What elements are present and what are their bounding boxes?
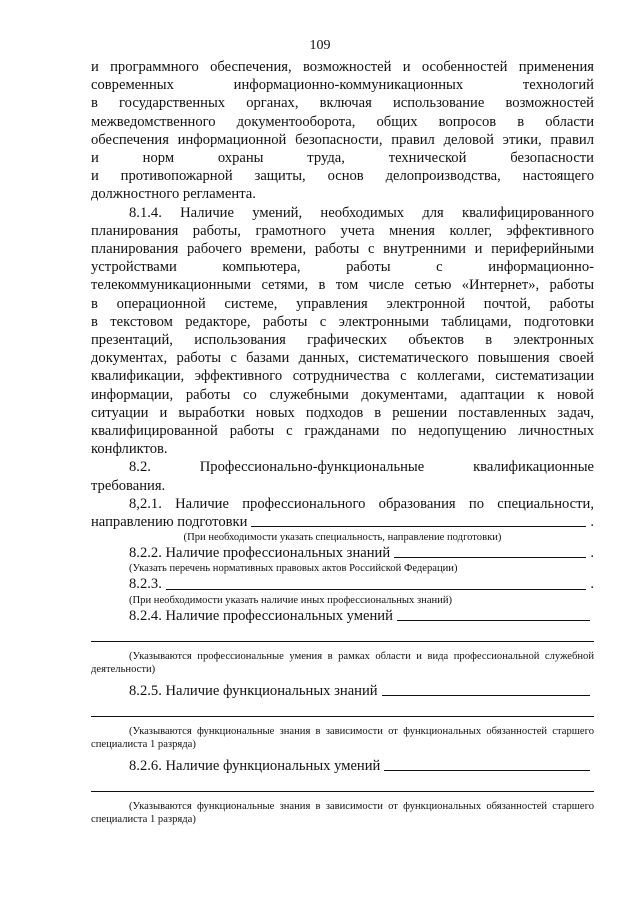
fill-line <box>394 556 586 558</box>
fill-line <box>91 700 594 717</box>
paragraph-8-1-4 <box>91 204 594 441</box>
section-8-2-1-label: направлению подготовки <box>91 514 248 531</box>
fill-line <box>382 694 590 696</box>
fill-line <box>166 588 587 590</box>
section-8-2-heading-last: требования. <box>91 477 166 494</box>
text-line: устройствами компьютера, работы с информационно- <box>91 259 594 276</box>
text-line: документах, работы с базами данных, систематического повышения своей <box>91 350 594 367</box>
text-line: информации, работы со служебными документами, адаптации к новой <box>91 386 594 403</box>
note-8-2-6: (Указываются функциональные знания в зависимости от функциональных обязанностей старшего специалиста 1 разряда) <box>91 801 594 826</box>
fill-line <box>91 625 594 642</box>
section-8-2-2-line <box>91 544 594 562</box>
text-line: в государственных органах, включая использование возможностей <box>91 95 594 112</box>
paragraph-8-1-4-last: конфликтов. <box>91 441 168 458</box>
section-8-2-4-line <box>91 607 594 625</box>
section-8-2-4-label: 8.2.4. Наличие профессиональных умений <box>129 607 393 624</box>
text-line: 8.1.4. Наличие умений, необходимых для квалифицированного <box>129 204 594 221</box>
section-8-2-5-label: 8.2.5. Наличие функциональных знаний <box>129 682 378 699</box>
fill-line <box>251 525 586 527</box>
section-8-2-6-label: 8.2.6. Наличие функциональных умений <box>129 758 381 775</box>
text-line: планирования рабочего времени, работы с внутренними и периферийными <box>91 241 594 258</box>
note-8-2-5: (Указываются функциональные знания в зависимости от функциональных обязанностей старшего специалиста 1 разряда) <box>91 726 594 751</box>
section-8-2-2-label: 8.2.2. Наличие профессиональных знаний <box>129 545 391 562</box>
fill-line <box>397 619 590 621</box>
text-line: планирования работы, грамотного учета мнения коллег, эффективного <box>91 222 594 239</box>
fill-line <box>91 775 594 792</box>
text-line: квалифицированной работы с гражданами по недопущению личностных <box>91 423 594 440</box>
section-8-2-5-line <box>91 682 594 700</box>
section-8-2-3-label: 8.2.3. <box>129 576 162 593</box>
text-line: и норм охраны труда, технической безопасности <box>91 150 594 167</box>
section-8-2-1-text: 8,2.1. Наличие профессионального образования по специальности, <box>129 495 594 512</box>
document-body <box>91 58 594 826</box>
period: . <box>590 514 594 531</box>
text-line: и программного обеспечения, возможностей и особенностей применения <box>91 59 594 75</box>
text-line: обеспечения информационной безопасности, правил деловой этики, правил <box>91 131 594 148</box>
note-8-2-3: (При необходимости указать наличие иных профессиональных знаний) <box>129 594 453 606</box>
section-8-2-6-line <box>91 757 594 775</box>
text-line: ситуации и выработки новых подходов в решении поставленных задач, <box>91 404 594 421</box>
note-8-2-4: (Указываются профессиональные умения в рамках области и вида профессиональной служебной деятельности) <box>91 650 594 675</box>
section-8-2-1-line <box>91 513 594 531</box>
period: . <box>590 576 594 593</box>
note-8-2-2: (Указать перечень нормативных правовых актов Российской Федерации) <box>129 563 458 575</box>
text-line: в операционной системе, управления электронной почтой, работы <box>91 295 594 312</box>
text-line: современных информационно-коммуникационных технологий <box>91 77 594 94</box>
note-8-2-1: (При необходимости указать специальность, направление подготовки) <box>183 532 502 544</box>
page-number: 109 <box>309 38 331 53</box>
paragraph-intro-last: должностного регламента. <box>91 186 256 203</box>
section-8-2-3-line <box>91 575 594 593</box>
blank-line-8-2-4 <box>91 625 594 642</box>
fill-line <box>384 769 590 771</box>
text-line: в текстовом редакторе, работы с электронными таблицами, подготовки <box>91 313 594 330</box>
blank-line-8-2-6 <box>91 775 594 792</box>
text-line: и противопожарной защиты, основ делопроизводства, настоящего <box>91 168 594 185</box>
section-8-2-heading: 8.2. Профессионально-функциональные квалификационные <box>129 459 594 476</box>
text-line: квалификации, эффективного сотрудничества с коллегами, систематизации <box>91 368 594 385</box>
blank-line-8-2-5 <box>91 700 594 717</box>
text-line: межведомственного документооборота, общих вопросов в области <box>91 113 594 130</box>
paragraph-intro <box>91 58 594 185</box>
period: . <box>590 545 594 562</box>
text-line: телекоммуникационными сетями, в том числе сетью «Интернет», работы <box>91 277 594 294</box>
text-line: презентаций, использования графических объектов в электронных <box>91 332 594 349</box>
